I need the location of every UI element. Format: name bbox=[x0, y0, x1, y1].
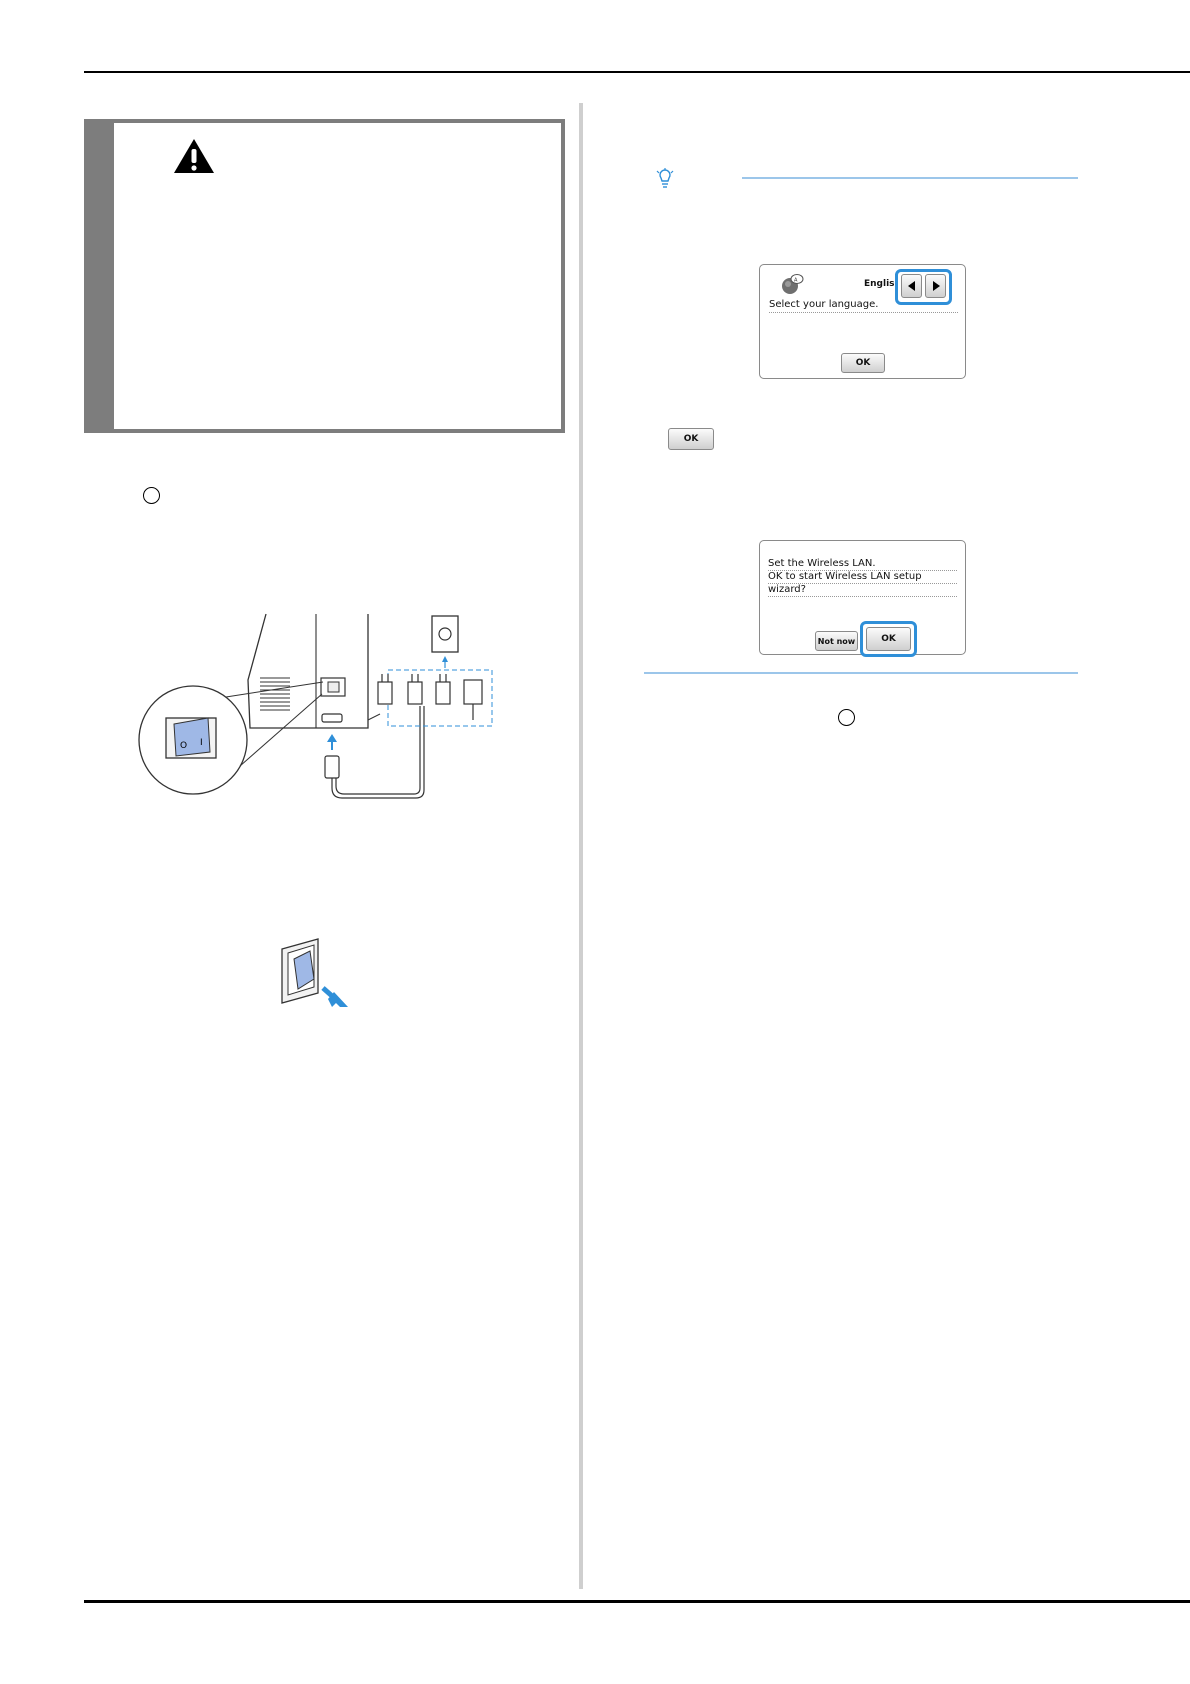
language-prev-button[interactable] bbox=[901, 274, 922, 298]
warning-box-sidebar bbox=[84, 119, 114, 433]
warning-icon bbox=[172, 137, 216, 175]
note-top-rule bbox=[742, 177, 1078, 179]
step-marker-circle bbox=[143, 487, 160, 504]
power-switch-illustration bbox=[280, 937, 365, 1012]
note-lightbulb-icon bbox=[655, 168, 675, 190]
note-bottom-rule bbox=[644, 672, 1078, 674]
footer-rule bbox=[84, 1600, 1190, 1603]
language-ok-button[interactable]: OK bbox=[841, 353, 885, 373]
warning-box bbox=[84, 119, 565, 433]
column-divider bbox=[579, 103, 583, 1589]
wlan-ok-button[interactable]: OK bbox=[866, 627, 911, 651]
wlan-screen bbox=[759, 540, 966, 655]
ok-key-inline[interactable]: OK bbox=[668, 428, 714, 450]
language-value: Englisl bbox=[864, 279, 898, 289]
header-rule bbox=[84, 71, 1190, 73]
globe-icon bbox=[780, 272, 804, 296]
wlan-line-3: wizard? bbox=[768, 584, 957, 597]
power-cord-illustration bbox=[138, 610, 518, 805]
wlan-line-2: OK to start Wireless LAN setup bbox=[768, 571, 957, 584]
wlan-line-1: Set the Wireless LAN. bbox=[768, 558, 957, 571]
svg-text:O: O bbox=[180, 741, 188, 751]
arrow-right-icon bbox=[932, 281, 940, 291]
step-marker-circle-right bbox=[838, 709, 855, 726]
language-next-button[interactable] bbox=[925, 274, 946, 298]
language-screen bbox=[759, 264, 966, 379]
svg-text:I: I bbox=[200, 738, 203, 748]
arrow-left-icon bbox=[908, 281, 916, 291]
wlan-not-now-button[interactable]: Not now bbox=[815, 631, 858, 651]
language-prompt: Select your language. bbox=[769, 299, 958, 313]
svg-text:A: A bbox=[794, 277, 798, 284]
